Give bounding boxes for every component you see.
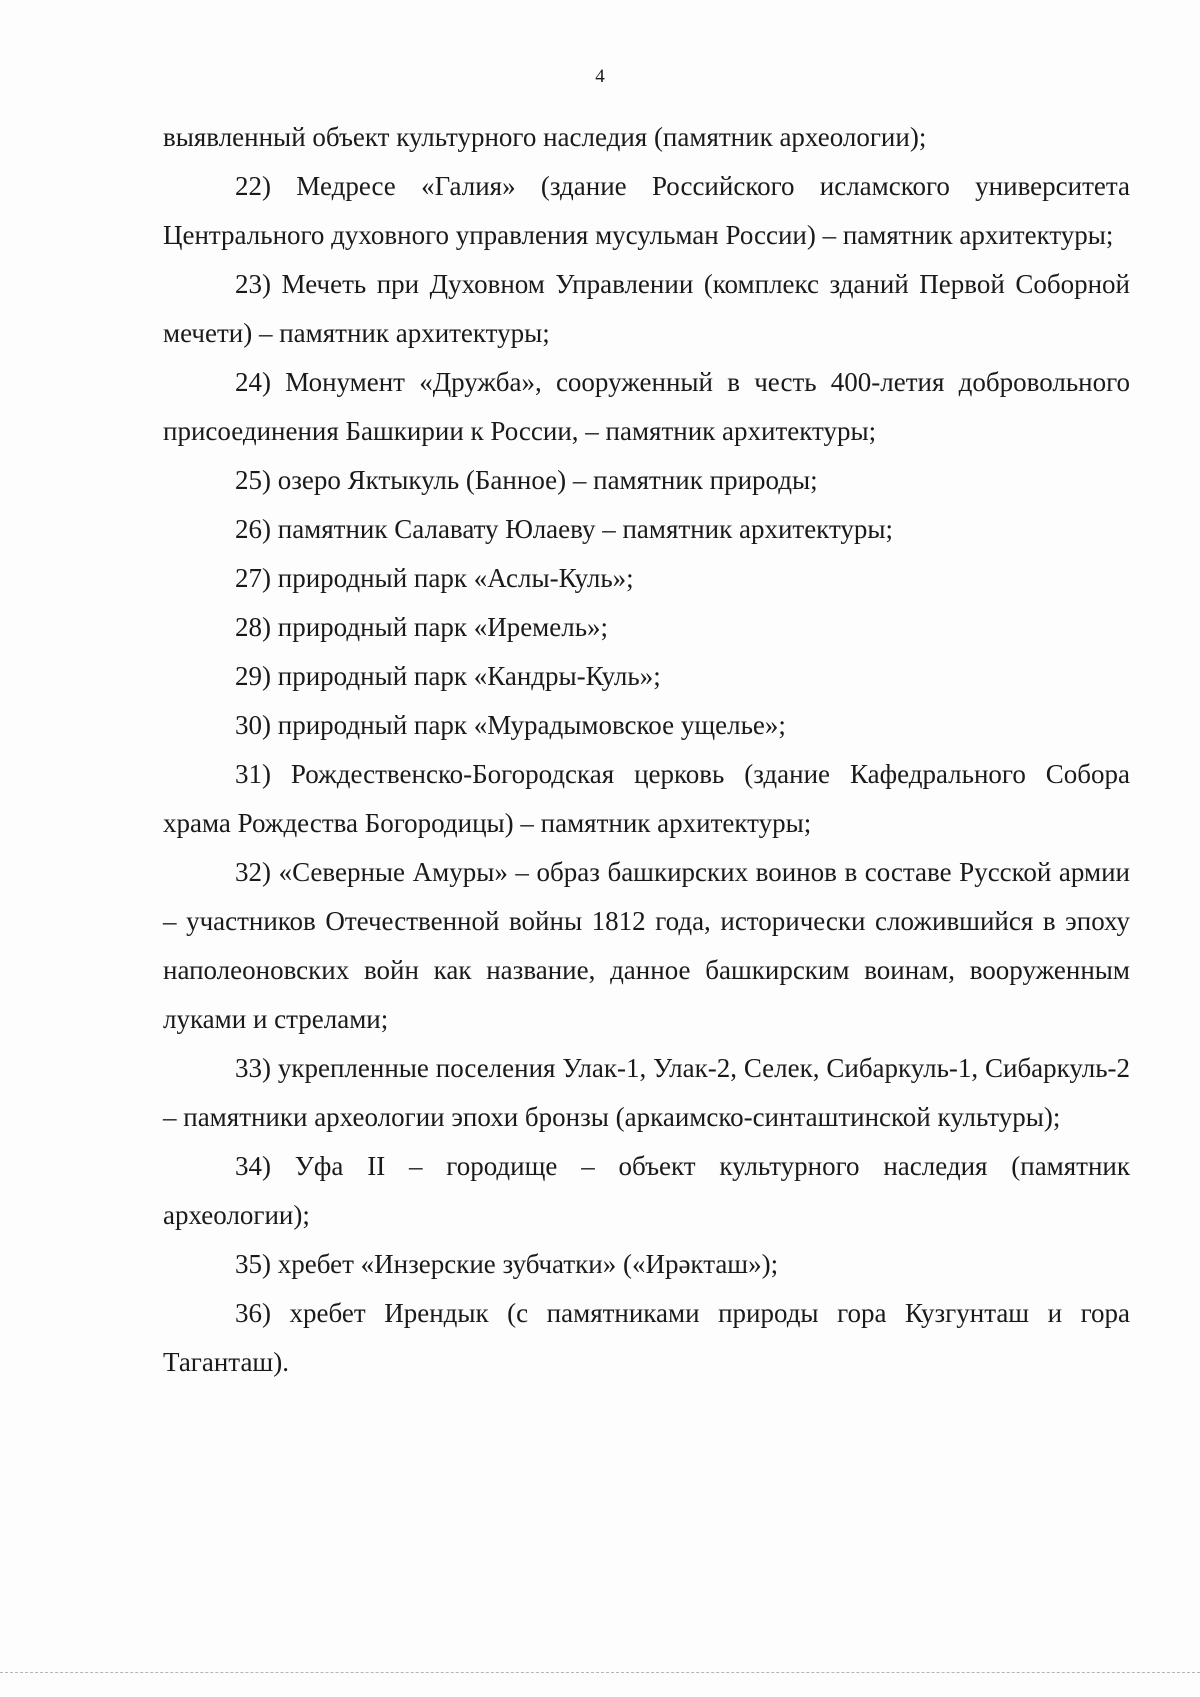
- list-item-29: 29) природный парк «Кандры-Куль»;: [235, 661, 661, 691]
- list-item-31: 31) Рождественско-Богородская церковь (здание Кафедрального Собора храма Рождества Богородицы) – памятник архитектуры;: [163, 759, 1130, 838]
- list-item-22: 22) Медресе «Галия» (здание Российского исламского университета Центрального духовного управления мусульман России) – памятник архитектуры;: [163, 171, 1130, 250]
- list-item-32: 32) «Северные Амуры» – образ башкирских воинов в составе Русской армии – участников Отечественной войны 1812 года, исторически сложившийся в эпоху наполеоновских войн как название, данное башкирским воинам, вооруженным луками и стрелами;: [163, 857, 1130, 1034]
- list-item-33: 33) укрепленные поселения Улак-1, Улак-2, Селек, Сибаркуль-1, Сибаркуль-2 – памятники археологии эпохи бронзы (аркаимско-синташтинской культуры);: [163, 1053, 1130, 1132]
- list-item-28: 28) природный парк «Иремель»;: [235, 612, 609, 642]
- list-item-23: 23) Мечеть при Духовном Управлении (комплекс зданий Первой Соборной мечети) – памятник архитектуры;: [163, 269, 1130, 348]
- list-item-26: 26) памятник Салавату Юлаеву – памятник архитектуры;: [235, 514, 894, 544]
- list-item-27: 27) природный парк «Аслы-Куль»;: [235, 563, 634, 593]
- list-item-36: 36) хребет Ирендык (с памятниками природы гора Кузгунташ и гора Таганташ).: [163, 1298, 1130, 1377]
- list-item-34: 34) Уфа II – городище – объект культурного наследия (памятник археологии);: [163, 1151, 1130, 1230]
- list-item-30: 30) природный парк «Мурадымовское ущелье»;: [235, 710, 786, 740]
- list-item-25: 25) озеро Яктыкуль (Банное) – памятник природы;: [235, 465, 818, 495]
- document-body: [163, 113, 1130, 1387]
- list-item-35: 35) хребет «Инзерские зубчатки» («Ирәкташ»);: [235, 1249, 779, 1279]
- paragraph-continuation: выявленный объект культурного наследия (памятник археологии);: [163, 122, 927, 152]
- scan-edge-line: [0, 1672, 1200, 1673]
- list-item-24: 24) Монумент «Дружба», сооруженный в честь 400-летия добровольного присоединения Башкирии к России, – памятник архитектуры;: [163, 367, 1130, 446]
- page-number: 4: [595, 66, 605, 87]
